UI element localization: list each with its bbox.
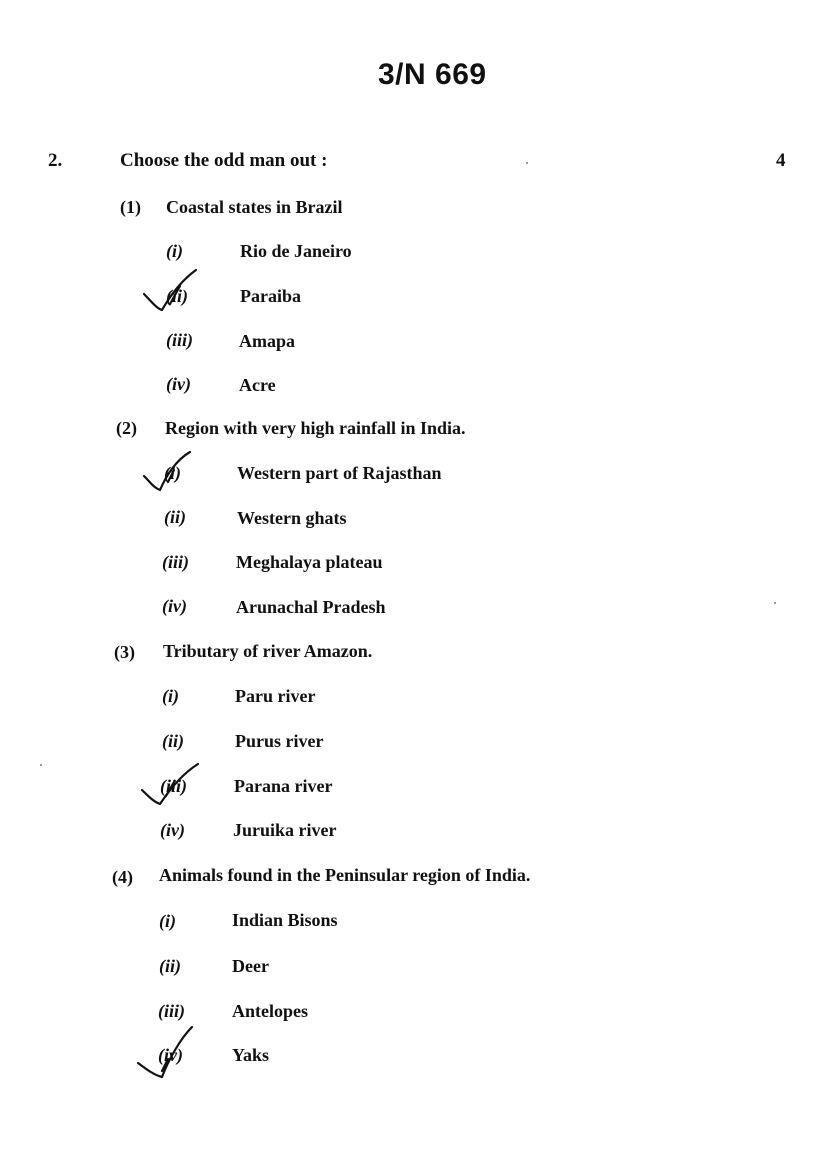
option-number: (iv): [160, 820, 185, 840]
subquestion-3-number: (3): [114, 642, 135, 662]
subquestion-2-text: Region with very high rainfall in India.: [165, 418, 466, 438]
option-text: Rio de Janeiro: [240, 241, 352, 261]
scan-speck: [526, 162, 528, 164]
option-text: Amapa: [239, 331, 296, 351]
question-number: 2.: [48, 150, 63, 171]
option-number: (ii): [162, 731, 184, 751]
scan-speck: [40, 764, 42, 766]
option-text: Purus river: [235, 731, 324, 751]
option-number: (ii): [164, 507, 186, 527]
tick-mark-icon: [140, 448, 200, 498]
option-number: (i): [162, 686, 179, 706]
paper-code: 3/N 669: [378, 58, 487, 91]
option-text: Western ghats: [237, 508, 347, 528]
option-number: (iv): [158, 1045, 183, 1065]
option-number: (ii): [159, 956, 181, 976]
subquestion-3-text: Tributary of river Amazon.: [163, 641, 373, 661]
tick-mark-icon: [140, 268, 200, 318]
option-text: Deer: [232, 956, 269, 976]
scan-speck: [774, 602, 776, 604]
option-number: (i): [166, 241, 183, 261]
option-text: Parana river: [234, 776, 333, 796]
option-text: Acre: [239, 375, 276, 395]
subquestion-2-number: (2): [116, 418, 137, 438]
option-text: Paraiba: [240, 286, 301, 306]
option-number: (iv): [166, 374, 191, 394]
tick-mark-icon: [136, 762, 202, 812]
option-text: Antelopes: [232, 1001, 308, 1021]
question-marks: 4: [776, 150, 786, 171]
option-number: (iii): [166, 330, 193, 350]
option-text: Indian Bisons: [232, 910, 338, 930]
subquestion-1-number: (1): [120, 197, 141, 217]
subquestion-4-number: (4): [112, 867, 133, 887]
subquestion-1-text: Coastal states in Brazil: [166, 197, 343, 217]
option-text: Yaks: [232, 1045, 270, 1065]
option-text: Juruika river: [233, 820, 337, 840]
option-text: Arunachal Pradesh: [236, 597, 386, 617]
option-number: (i): [164, 463, 181, 483]
option-text: Western part of Rajasthan: [237, 463, 442, 483]
option-number: (i): [159, 911, 176, 931]
option-text: Meghalaya plateau: [236, 552, 383, 572]
option-number: (iv): [162, 596, 187, 616]
subquestion-4-text: Animals found in the Peninsular region of India.: [159, 865, 531, 885]
option-number: (iii): [160, 776, 187, 796]
question-text: Choose the odd man out :: [120, 150, 328, 171]
option-number: (ii): [166, 286, 188, 306]
option-number: (iii): [162, 552, 189, 572]
tick-mark-icon: [134, 1025, 200, 1085]
option-text: Paru river: [235, 686, 316, 706]
option-number: (iii): [158, 1001, 185, 1021]
